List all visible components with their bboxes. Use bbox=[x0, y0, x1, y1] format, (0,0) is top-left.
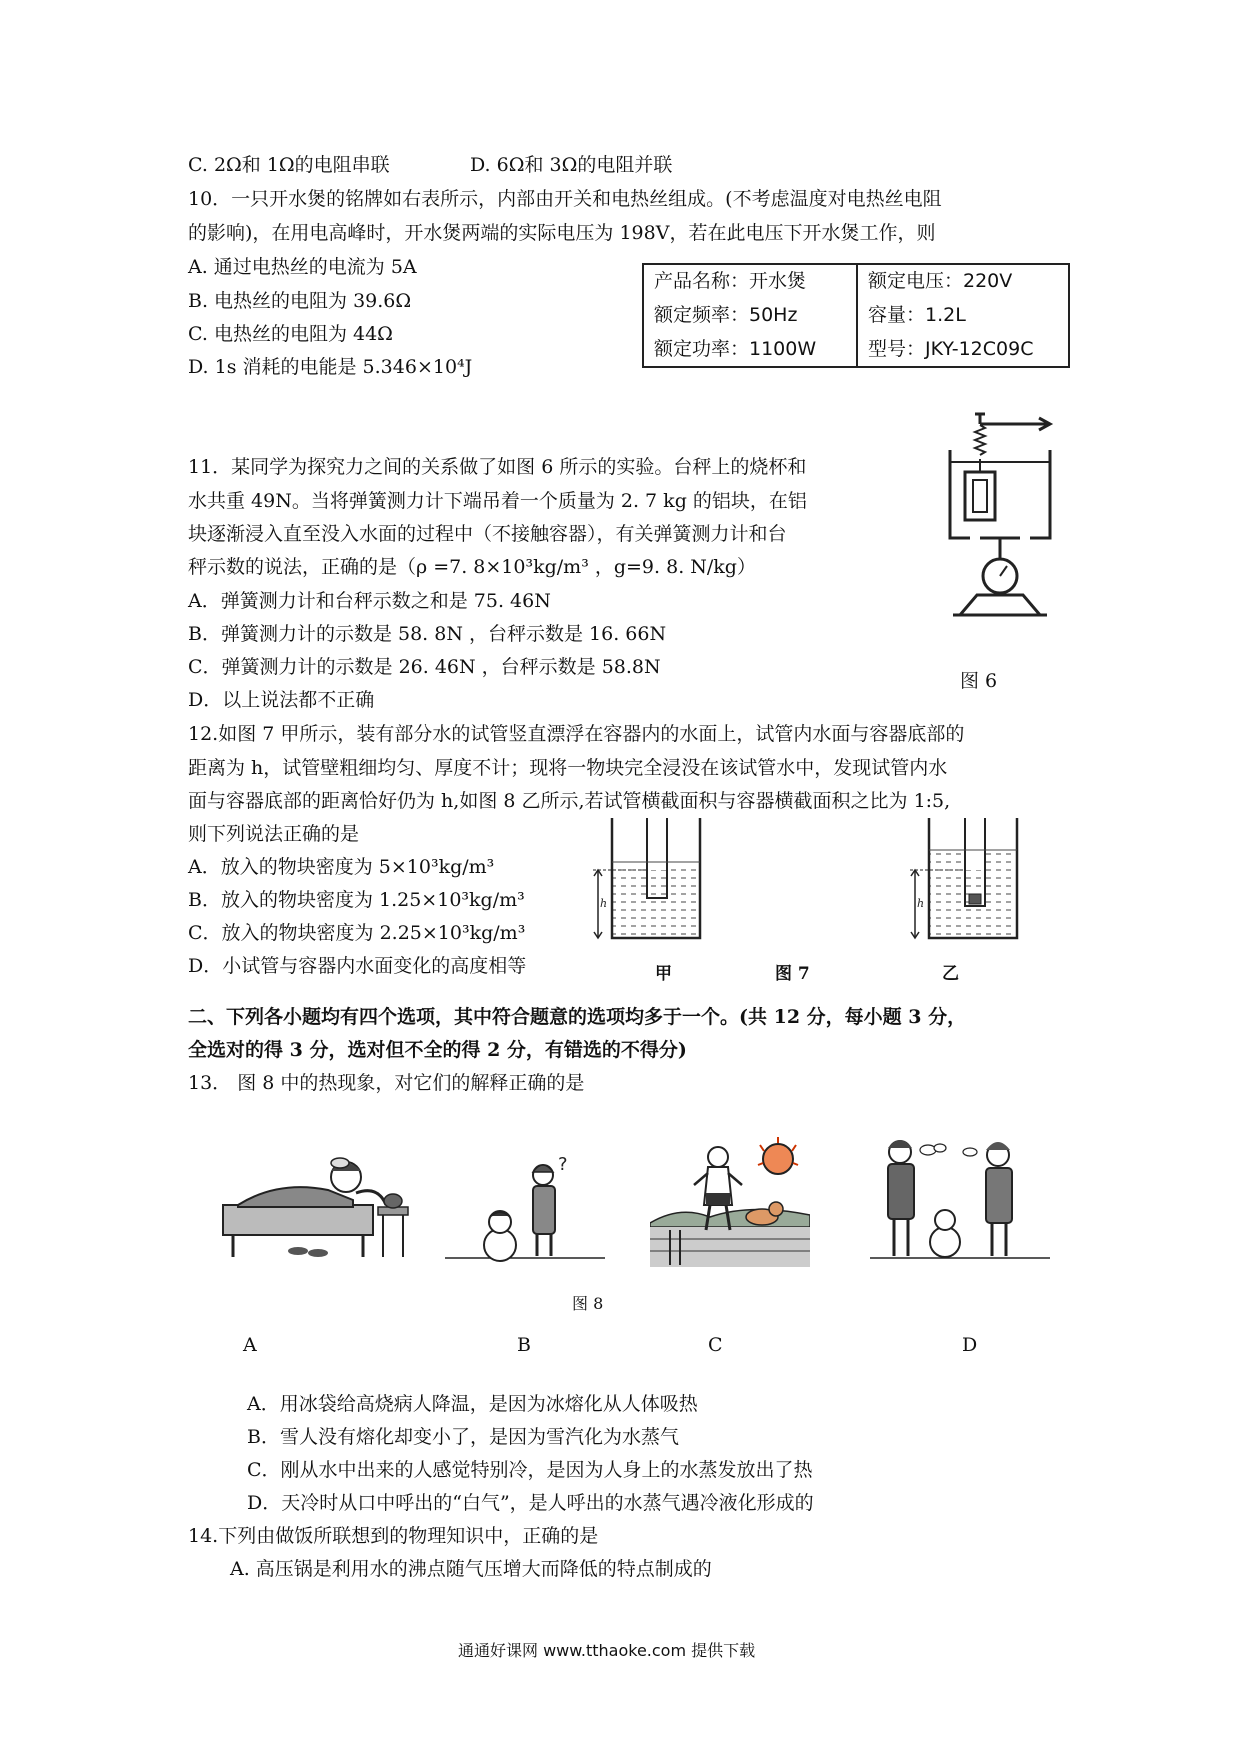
q14-option-a: A. 高压锅是利用水的沸点随气压增大而降低的特点制成的 bbox=[230, 1558, 712, 1580]
q11-option-a: A．弹簧测力计和台秤示数之和是 75. 46N bbox=[188, 590, 551, 612]
q12-stem-line3: 面与容器底部的距离恰好仍为 h,如图 8 乙所示,若试管横截面积与容器横截面积之比为 1:5, bbox=[188, 790, 951, 812]
nameplate-model: 型号：JKY-12C09C bbox=[868, 337, 1034, 360]
q12-option-c: C．放入的物块密度为 2.25×10³kg/m³ bbox=[188, 922, 526, 944]
q9-option-c: C. 2Ω和 1Ω的电阻串联 bbox=[188, 154, 390, 176]
q13-option-b: B．雪人没有熔化却变小了，是因为雪汽化为水蒸气 bbox=[247, 1426, 679, 1448]
figure-7-label-yi: 乙 bbox=[942, 964, 959, 984]
q12-stem-line4: 则下列说法正确的是 bbox=[188, 823, 360, 845]
figure-8d-white-breath-mist bbox=[870, 1130, 1050, 1265]
q11-option-b: B．弹簧测力计的示数是 58. 8N ，台秤示数是 16. 66N bbox=[188, 623, 667, 645]
figure-8-label-d: D bbox=[962, 1334, 978, 1356]
figure-8-label-a: A bbox=[243, 1334, 257, 1356]
figure-8-caption: 图 8 bbox=[572, 1294, 604, 1313]
figure-6-caption: 图 6 bbox=[960, 670, 998, 692]
nameplate-capacity: 容量：1.2L bbox=[868, 303, 966, 326]
figure-6-spring-scale-apparatus bbox=[935, 410, 1070, 635]
q12-stem-line1: 12.如图 7 甲所示，装有部分水的试管竖直漂浮在容器内的水面上，试管内水面与容器底部的 bbox=[188, 723, 965, 745]
nameplate-rated-power: 额定功率：1100W bbox=[643, 332, 857, 367]
section-2-heading-line2: 全选对的得 3 分，选对但不全的得 2 分，有错选的不得分) bbox=[188, 1039, 687, 1061]
figure-8c-swimmer-feels-cold bbox=[650, 1135, 810, 1270]
q13-option-d: D．天冷时从口中呼出的“白气”，是人呼出的水蒸气遇冷液化形成的 bbox=[247, 1492, 814, 1514]
q12-option-d: D．小试管与容器内水面变化的高度相等 bbox=[188, 955, 527, 977]
q10-stem-line2: 的影响)，在用电高峰时，开水煲两端的实际电压为 198V，若在此电压下开水煲工作，则 bbox=[188, 222, 936, 244]
nameplate-rated-frequency: 额定频率：50Hz bbox=[643, 299, 857, 333]
figure-7-caption: 图 7 bbox=[775, 964, 810, 984]
q12-option-a: A．放入的物块密度为 5×10³kg/m³ bbox=[188, 856, 495, 878]
q11-stem-line3: 块逐渐浸入直至没入水面的过程中（不接触容器），有关弹簧测力计和台 bbox=[188, 523, 787, 545]
q11-stem-line1: 11．某同学为探究力之间的关系做了如图 6 所示的实验。台秤上的烧杯和 bbox=[188, 456, 807, 478]
q11-option-d: D．以上说法都不正确 bbox=[188, 689, 375, 711]
nameplate-product-name: 产品名称：开水煲 bbox=[643, 264, 857, 299]
svg-text:?: ? bbox=[558, 1154, 568, 1175]
q13-option-c: C．刚从水中出来的人感觉特别冷，是因为人身上的水蒸发放出了热 bbox=[247, 1459, 813, 1481]
q10-option-a: A. 通过电热丝的电流为 5A bbox=[188, 256, 417, 278]
figure-7-yi-floating-test-tube-with-block bbox=[895, 810, 1030, 945]
section-2-heading-line1: 二、下列各小题均有四个选项，其中符合题意的选项均多于一个。(共 12 分，每小题 3 分， bbox=[188, 1006, 967, 1028]
figure-7-jia-h-label: h bbox=[600, 897, 608, 910]
figure-8-label-b: B bbox=[517, 1334, 531, 1356]
nameplate-rated-voltage: 额定电压：220V bbox=[868, 270, 1013, 293]
q13-stem: 13． 图 8 中的热现象，对它们的解释正确的是 bbox=[188, 1072, 585, 1094]
page-footer-source: 通通好课网 www.tthaoke.com 提供下载 bbox=[458, 1641, 756, 1660]
q10-option-d: D. 1s 消耗的电能是 5.346×10⁴J bbox=[188, 356, 473, 378]
q10-stem-line1: 10．一只开水煲的铭牌如右表所示，内部由开关和电热丝组成。(不考虑温度对电热丝电阻 bbox=[188, 188, 942, 210]
q10-option-c: C. 电热丝的电阻为 44Ω bbox=[188, 323, 393, 345]
q9-option-d: D. 6Ω和 3Ω的电阻并联 bbox=[470, 154, 673, 176]
q11-option-c: C．弹簧测力计的示数是 26. 46N ，台秤示数是 58.8N bbox=[188, 656, 661, 678]
q14-stem: 14.下列由做饭所联想到的物理知识中，正确的是 bbox=[188, 1525, 599, 1547]
figure-8-label-c: C bbox=[708, 1334, 723, 1356]
figure-7-jia-floating-test-tube bbox=[590, 810, 715, 945]
q12-stem-line2: 距离为 h，试管壁粗细均匀、厚度不计；现将一物块完全浸没在该试管水中，发现试管内水 bbox=[188, 757, 948, 779]
q11-stem-line4: 秤示数的说法，正确的是（ρ =7. 8×10³kg/m³ ，g=9. 8. N/kg） bbox=[188, 556, 756, 578]
q11-stem-line2: 水共重 49N。当将弹簧测力计下端吊着一个质量为 2. 7 kg 的铝块，在铝 bbox=[188, 490, 807, 512]
figure-7-label-jia: 甲 bbox=[655, 964, 672, 984]
kettle-nameplate-table bbox=[642, 263, 1070, 368]
q12-option-b: B．放入的物块密度为 1.25×10³kg/m³ bbox=[188, 889, 525, 911]
figure-8b-snowman-shrinking bbox=[445, 1150, 605, 1265]
q10-option-b: B. 电热丝的电阻为 39.6Ω bbox=[188, 290, 412, 312]
q13-option-a: A．用冰袋给高烧病人降温，是因为冰熔化从人体吸热 bbox=[247, 1393, 698, 1415]
figure-8a-fever-patient-ice-bag bbox=[218, 1145, 418, 1265]
figure-7-yi-h-label: h bbox=[917, 897, 925, 910]
